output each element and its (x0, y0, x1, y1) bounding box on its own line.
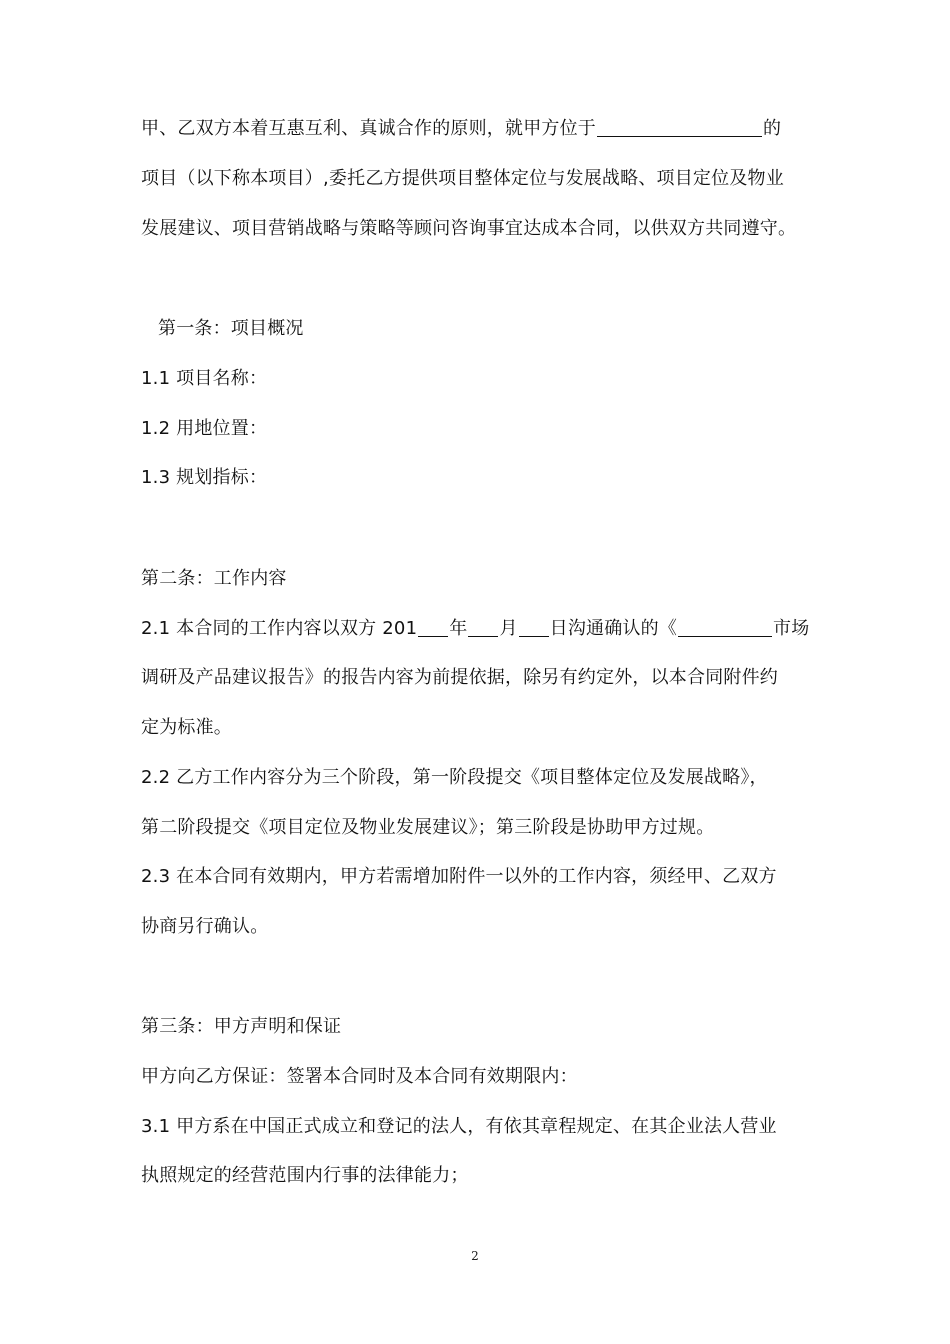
article-3-heading: 第三条：甲方声明和保证 (141, 1016, 342, 1037)
item-2-1-line-1 (141, 616, 809, 642)
item-2-3-line-1: 2.3 在本合同有效期内，甲方若需增加附件一以外的工作内容，须经甲、乙双方 (141, 866, 777, 887)
year-blank (418, 616, 448, 637)
item-text: 年 (449, 618, 468, 639)
item-2-1-line-3: 定为标准。 (141, 717, 232, 738)
article-3-intro: 甲方向乙方保证：签署本合同时及本合同有效期限内： (141, 1066, 578, 1087)
item-text: 日沟通确认的《 (549, 618, 678, 639)
item-1-3: 1.3 规划指标： (141, 467, 268, 488)
intro-line-3: 发展建议、项目营销战略与策略等顾问咨询事宜达成本合同，以供双方共同遵守。 (141, 218, 797, 239)
article-1-heading: 第一条：项目概况 (158, 318, 304, 339)
item-2-2-line-1: 2.2 乙方工作内容分为三个阶段，第一阶段提交《项目整体定位及发展战略》， (141, 767, 768, 788)
day-blank (519, 616, 549, 637)
item-1-1: 1.1 项目名称： (141, 368, 268, 389)
page-number: 2 (471, 1249, 479, 1263)
item-text: 月 (499, 618, 518, 639)
item-3-1-line-1: 3.1 甲方系在中国正式成立和登记的法人，有依其章程规定、在其企业法人营业 (141, 1116, 777, 1137)
item-3-1-line-2: 执照规定的经营范围内行事的法律能力； (141, 1165, 469, 1186)
intro-line-2: 项目（以下称本项目）,委托乙方提供项目整体定位与发展战略、项目定位及物业 (141, 168, 784, 189)
item-text: 市场 (773, 618, 810, 639)
intro-line-1 (141, 116, 781, 142)
intro-text: 的 (763, 118, 782, 139)
intro-text: 甲、乙双方本着互惠互利、真诚合作的原则，就甲方位于 (141, 118, 596, 139)
report-name-blank (678, 616, 772, 637)
item-2-3-line-2: 协商另行确认。 (141, 916, 269, 937)
item-text: 2.1 本合同的工作内容以双方 201 (141, 618, 418, 639)
item-2-1-line-2: 调研及产品建议报告》的报告内容为前提依据，除另有约定外，以本合同附件约 (141, 667, 778, 688)
item-1-2: 1.2 用地位置： (141, 418, 268, 439)
item-2-2-line-2: 第二阶段提交《项目定位及物业发展建议》；第三阶段是协助甲方过规。 (141, 817, 715, 838)
project-location-blank (597, 116, 762, 137)
month-blank (468, 616, 498, 637)
article-2-heading: 第二条：工作内容 (141, 568, 287, 589)
